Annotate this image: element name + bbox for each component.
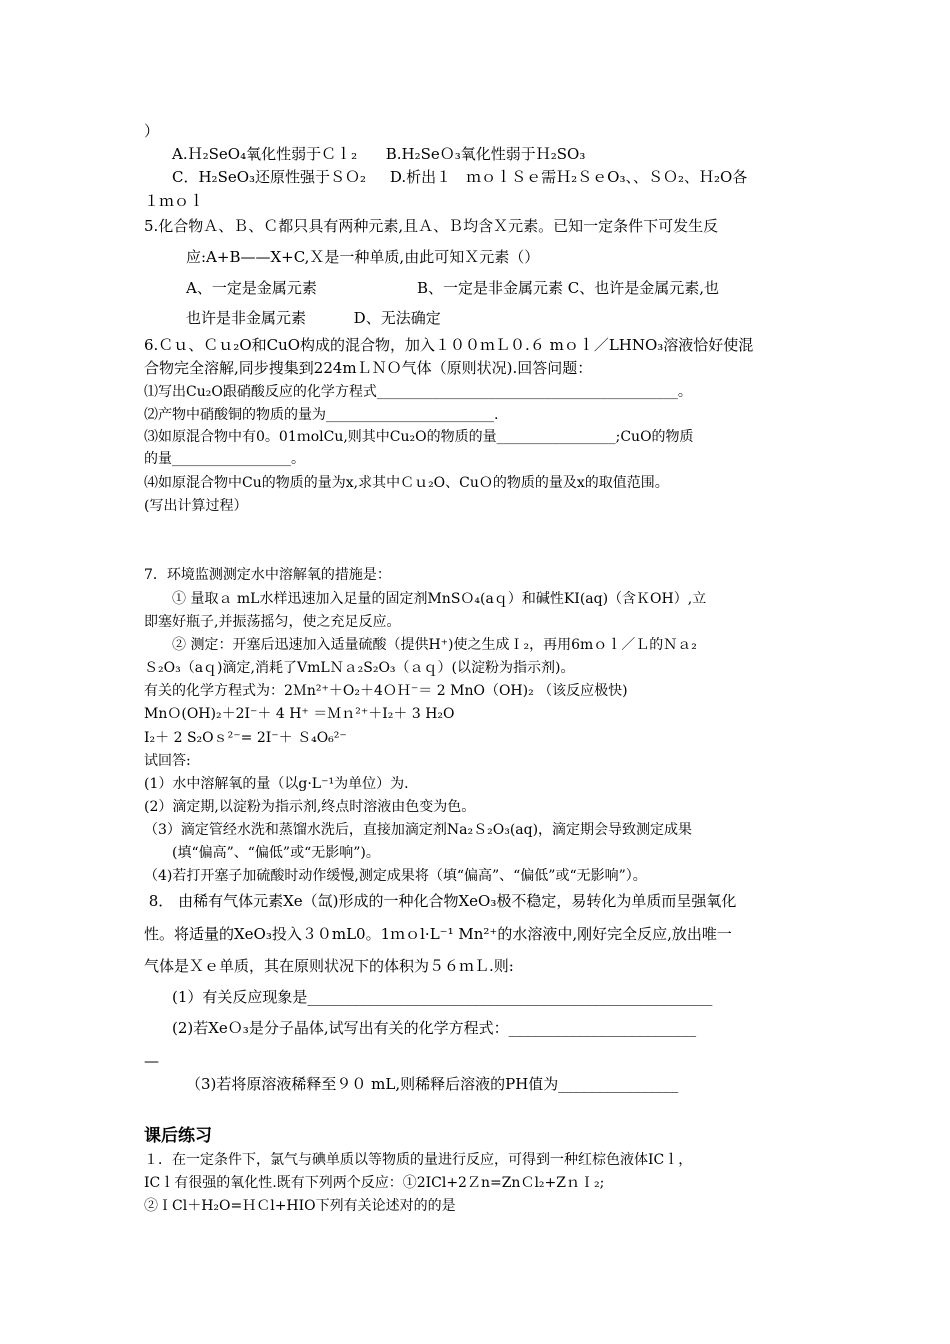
text-line: ⑴写出Cu₂O跟硝酸反应的化学方程式___________________________________________。 <box>144 384 692 400</box>
text-line: 试回答: <box>144 753 191 769</box>
equation-line: MnＯ(OH)₂＋2I⁻＋ 4 H⁺ ＝Ｍｎ²⁺＋I₂＋ 3 H₂O <box>144 706 455 722</box>
text-line: （3)若将原溶液稀释至９０ mL,则稀释后溶液的PH值为________________ <box>186 1075 679 1093</box>
text-line: ICｌ有很强的氧化性.既有下列两个反应：①2ICl+2Ｚn=ZnＣl₂+ZｎＩ₂; <box>144 1175 605 1191</box>
equation-line: I₂＋ 2 S₂Oｓ²⁻= 2I⁻＋ Ｓ₄O₆²⁻ <box>144 730 347 746</box>
text-line: ① 量取ａ mL水样迅速加入足量的固定剂MnSＯ₄(aｑ）和碱性KI(aq)（含ＫOH）,立 <box>172 591 707 607</box>
text-line: ⑶如原混合物中有0。01ｍolCu,则其中Cu₂O的物质的量_________________;CuO的物质 <box>144 429 694 445</box>
section-heading: 课后练习 <box>144 1126 212 1146</box>
text-line: (写出计算过程） <box>144 498 248 514</box>
text-line: １ｍｏｌ <box>144 192 205 210</box>
text-line: 应:A+B——X+C,Ｘ是一种单质,由此可知Ｘ元素（） <box>186 248 540 266</box>
text-line: （3）滴定管经水洗和蒸馏水洗后，直接加滴定剂Na₂Ｓ₂O₃(aq)，滴定期会导致测定成果 <box>144 822 693 838</box>
text-line: (填“偏高”、“偏低”或“无影响”)。 <box>172 845 380 861</box>
text-line: ②ＩCl＋H₂O=ＨＣl+HIO下列有关论述对的的是 <box>144 1198 456 1214</box>
question-7: 7．环境监测测定水中溶解氧的措施是： <box>144 567 391 583</box>
text-line: ⑵产物中硝酸铜的物质的量为________________________. <box>144 407 499 423</box>
text-line: 合物完全溶解,同步搜集到224mＬＮＯ气体（原则状况).回答问题： <box>144 359 593 377</box>
option-line: C．H₂SeO₃还原性强于ＳＯ₂ D.析出１ ｍｏｌＳｅ需Ｈ₂ＳｅO₃、、ＳＯ₂、Ｈ₂O各 <box>172 168 748 186</box>
text-line: Ｓ₂O₃（aｑ)滴定,消耗了VmLＮａ₂S₂O₃（ａｑ）(以淀粉为指示剂)。 <box>144 660 575 676</box>
option-line: A.Ｈ₂SeO₄氧化性弱于Ｃｌ₂ B.H₂SeＯ₃氧化性弱于Ｈ₂SO₃ <box>172 145 586 163</box>
text-line: 有关的化学方程式为：2Ｍn²⁺＋O₂＋4ＯＨ⁻＝ 2 MnO（OH)₂ （该反应极快) <box>144 683 628 699</box>
text-line: (1）水中溶解氧的量（以g·L⁻¹为单位）为. <box>144 776 409 792</box>
text-line: （4)若打开塞子加硫酸时动作缓慢,测定成果将（填“偏高”、“偏低”或“无影响”）。 <box>144 868 647 884</box>
option-line: 也许是非金属元素 D、无法确定 <box>186 309 441 327</box>
text-line: ） <box>144 122 160 140</box>
question-6: 6.Ｃｕ、Ｃｕ₂O和CuO构成的混合物，加入１００ｍＬ０.６ mｏｌ／LHNO₃溶液恰好使混 <box>144 336 754 354</box>
text-line: 的量_________________。 <box>144 451 305 467</box>
exercise-1: １．在一定条件下，氯气与碘单质以等物质的量进行反应，可得到一种红棕色液体ICｌ， <box>144 1152 693 1168</box>
text-line: ② 测定：开塞后迅速加入适量硫酸（提供H⁺)使之生成Ｉ₂，再用6mｏｌ／Ｌ的Ｎａ₂ <box>172 637 697 653</box>
text-line: 性。将适量的XeO₃投入３０mL0。1ｍｏl·L⁻¹ Mn²⁺的水溶液中,刚好完全反应,放出唯一 <box>144 925 732 943</box>
text-line: 即塞好瓶子,并振荡摇匀，使之充足反应。 <box>144 614 401 630</box>
question-5: 5.化合物Ａ、Ｂ、Ｃ都只具有两种元素,且Ａ、Ｂ均含Ｘ元素。已知一定条件下可发生反 <box>144 217 719 235</box>
text-line: (1）有关反应现象是______________________________________________________ <box>172 988 713 1006</box>
text-line: (2）滴定期,以淀粉为指示剂,终点时溶液由色变为色。 <box>144 799 476 815</box>
option-line: A、一定是金属元素 B、一定是非金属元素 C、也许是金属元素,也 <box>186 279 720 297</box>
text-line: 气体是Ｘｅ单质，其在原则状况下的体积为５６ｍＬ.则: <box>144 957 514 975</box>
text-line: (2)若XeＯ₃是分子晶体,试写出有关的化学方程式：_________________________ <box>172 1019 697 1037</box>
question-8: 8． 由稀有气体元素Xe（氙)形成的一种化合物XeO₃极不稳定，易转化为单质而呈强氧化 <box>144 892 737 910</box>
text-line: ⑷如原混合物中Cu的物质的量为x,求其中Ｃｕ₂O、CuＯ的物质的量及x的取值范围。 <box>144 475 669 491</box>
text-line: — <box>144 1052 159 1070</box>
